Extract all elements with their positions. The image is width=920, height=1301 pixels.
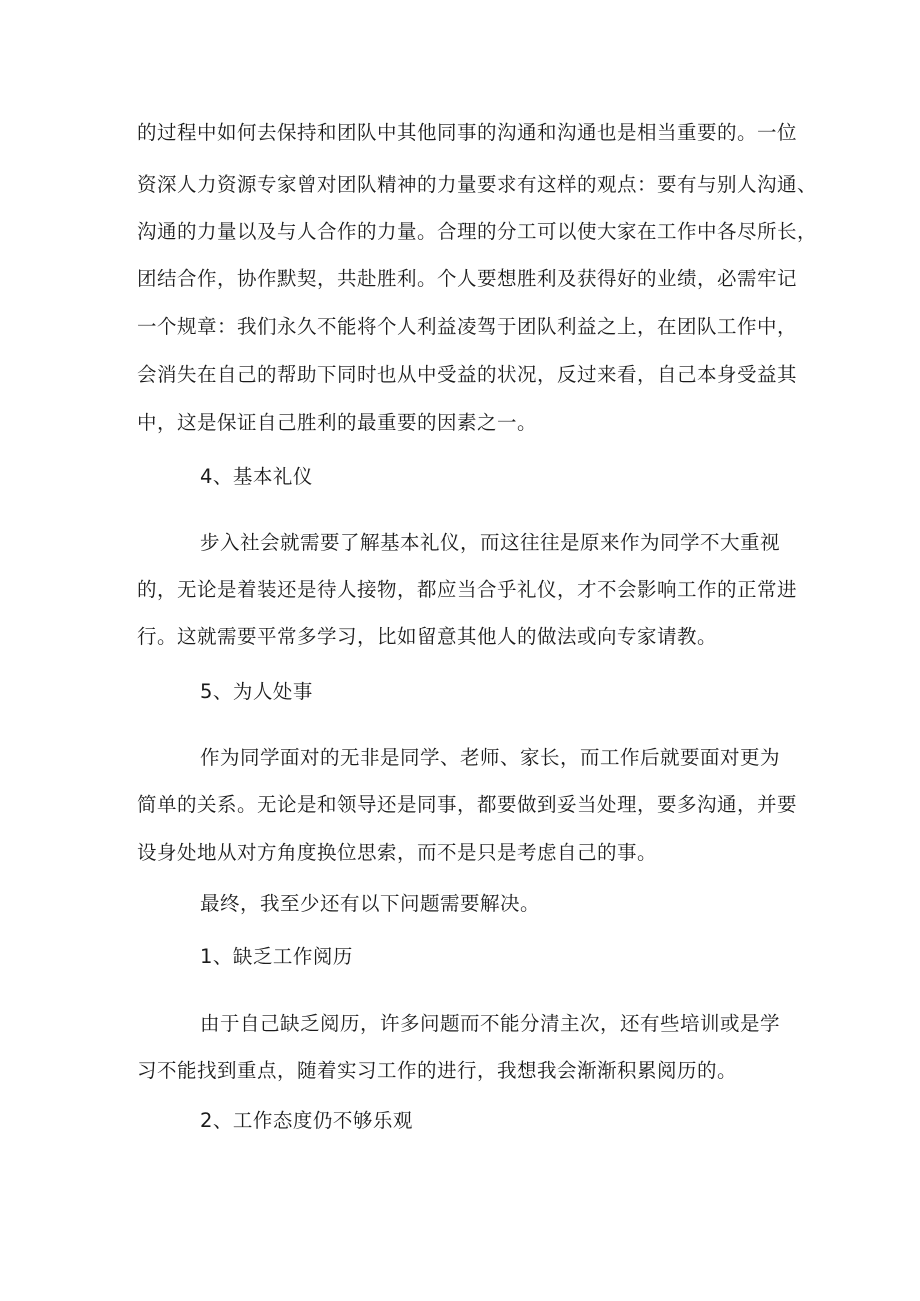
- section-heading-conduct: 5、为人处事: [200, 680, 313, 703]
- text-line: 的过程中如何去保持和团队中其他同事的沟通和沟通也是相当重要的。一位: [137, 121, 798, 144]
- section-heading-attitude: 2、工作态度仍不够乐观: [200, 1109, 413, 1132]
- text-line: 由于自己缺乏阅历，许多问题而不能分清主次，还有些培训或是学: [200, 1012, 781, 1035]
- section-heading-experience: 1、缺乏工作阅历: [200, 945, 353, 968]
- text-line: 简单的关系。无论是和领导还是同事，都要做到妥当处理，要多沟通，并要: [137, 793, 798, 816]
- paragraph-issues-intro: 最终，我至少还有以下问题需要解决。: [200, 892, 541, 915]
- section-heading-etiquette: 4、基本礼仪: [200, 465, 313, 488]
- text-line: 行。这就需要平常多学习，比如留意其他人的做法或向专家请教。: [137, 625, 718, 648]
- text-line: 资深人力资源专家曾对团队精神的力量要求有这样的观点：要有与别人沟通、: [137, 173, 818, 196]
- text-line: 一个规章：我们永久不能将个人利益凌驾于团队利益之上，在团队工作中，: [137, 315, 798, 338]
- text-line: 会消失在自己的帮助下同时也从中受益的状况，反过来看，自己本身受益其: [137, 363, 798, 386]
- text-line: 习不能找到重点，随着实习工作的进行，我想我会渐渐积累阅历的。: [137, 1059, 738, 1082]
- text-line: 中，这是保证自己胜利的最重要的因素之一。: [137, 411, 538, 434]
- text-line: 沟通的力量以及与人合作的力量。合理的分工可以使大家在工作中各尽所长，: [137, 220, 818, 243]
- text-line: 设身处地从对方角度换位思索，而不是只是考虑自己的事。: [137, 841, 658, 864]
- text-line: 团结合作，协作默契，共赴胜利。个人要想胜利及获得好的业绩，必需牢记: [137, 267, 798, 290]
- text-line: 步入社会就需要了解基本礼仪，而这往往是原来作为同学不大重视: [200, 531, 781, 554]
- text-line: 作为同学面对的无非是同学、老师、家长，而工作后就要面对更为: [200, 746, 781, 769]
- text-line: 的，无论是着装还是待人接物，都应当合乎礼仪，才不会影响工作的正常进: [137, 578, 798, 601]
